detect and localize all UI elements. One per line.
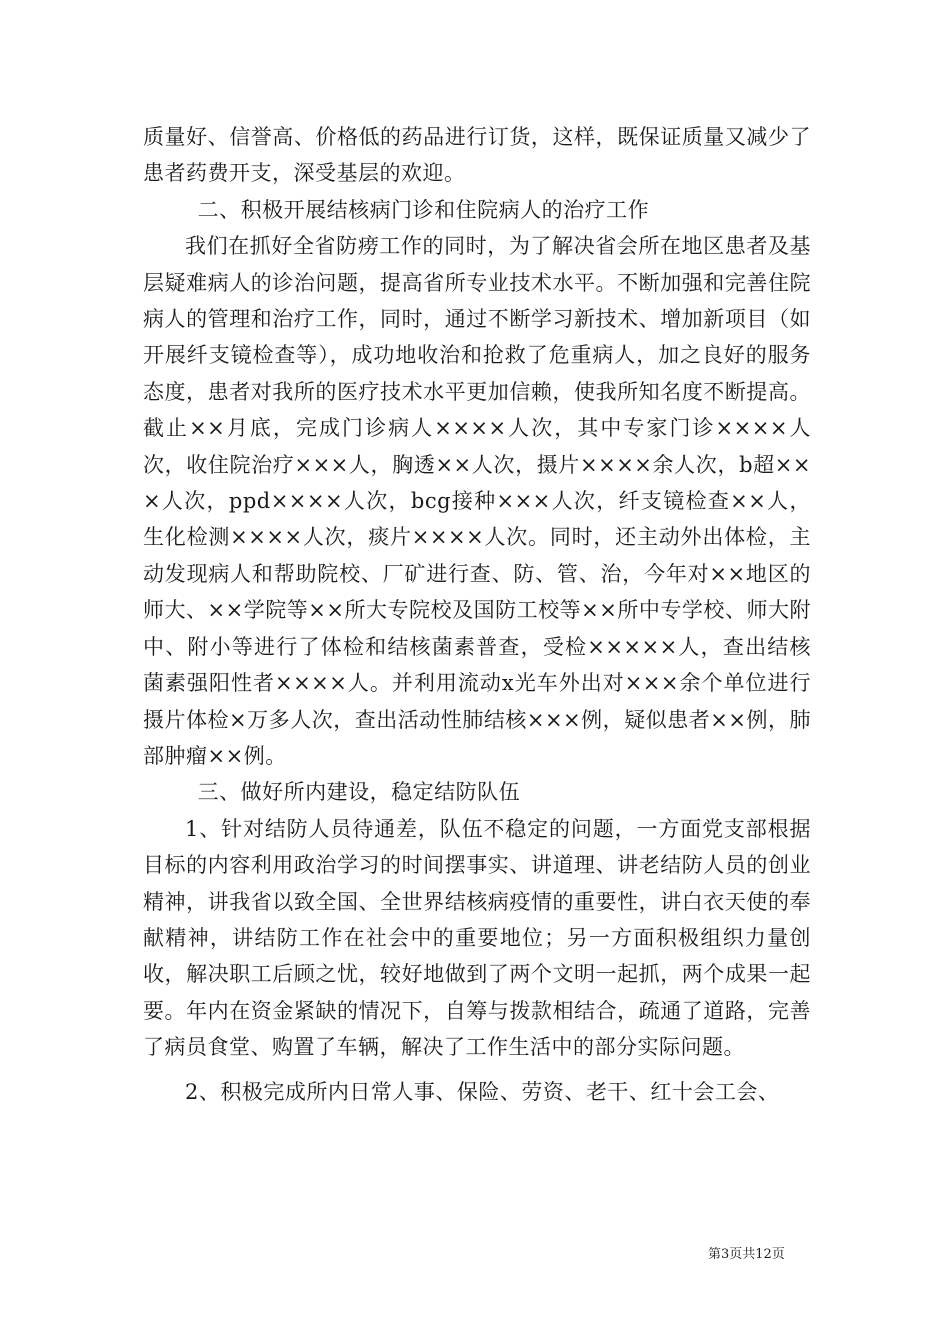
paragraph-continuation: 质量好、信誉高、价格低的药品进行订货，这样，既保证质量又减少了患者药费开支，深受基层的欢迎。 — [143, 125, 811, 186]
page-number-footer: 第3页共12页 — [708, 1247, 785, 1262]
document-body — [143, 119, 811, 1110]
section-heading-3: 三、做好所内建设，稳定结防队伍 — [197, 780, 521, 805]
paragraph-treatment-work: 我们在抓好全省防痨工作的同时，为了解决省会所在地区患者及基层疑难病人的诊治问题，提高省所专业技术水平。不断加强和完善住院病人的管理和治疗工作，同时，通过不断学习新技术、增加新项目（如开展纤支镜检查等），成功地收治和抢救了危重病人，加之良好的服务态度，患者对我所的医疗技术水平更加信赖，使我所知名度不断提高。截止××月底，完成门诊病人××××人次，其中专家门诊××××人次，收住院治疗×××人，胸透××人次，摄片××××余人次，b超×××人次，ppd××××人次，bcg接种×××人次，纤支镜检查××人，生化检测××××人次，痰片××××人次。同时，还主动外出体检，主动发现病人和帮助院校、厂矿进行查、防、管、治，今年对××地区的师大、××学院等××所大专院校及国防工校等××所中专学校、师大附中、附小等进行了体检和结核菌素普查，受检×××××人，查出结核菌素强阳性者××××人。并利用流动x光车外出对×××余个单位进行摄片体检×万多人次，查出活动性肺结核×××例，疑似患者××例，肺部肿瘤××例。 — [143, 234, 811, 768]
section-heading-2: 二、积极开展结核病门诊和住院病人的治疗工作 — [197, 197, 650, 222]
paragraph-team-stability: 1、针对结防人员待通差，队伍不稳定的问题，一方面党支部根据目标的内容利用政治学习的时间摆事实、讲道理、讲老结防人员的创业精神，讲我省以致全国、全世界结核病疫情的重要性，讲白衣天使的奉献精神，讲结防工作在社会中的重要地位；另一方面积极组织力量创收，解决职工后顾之忧，较好地做到了两个文明一起抓，两个成果一起要。年内在资金紧缺的情况下，自筹与拨款相结合，疏通了道路，完善了病员食堂、购置了车辆，解决了工作生活中的部分实际问题。 — [143, 816, 811, 1060]
paragraph-daily-affairs: 2、积极完成所内日常人事、保险、劳资、老干、红十会工会、 — [185, 1079, 780, 1104]
